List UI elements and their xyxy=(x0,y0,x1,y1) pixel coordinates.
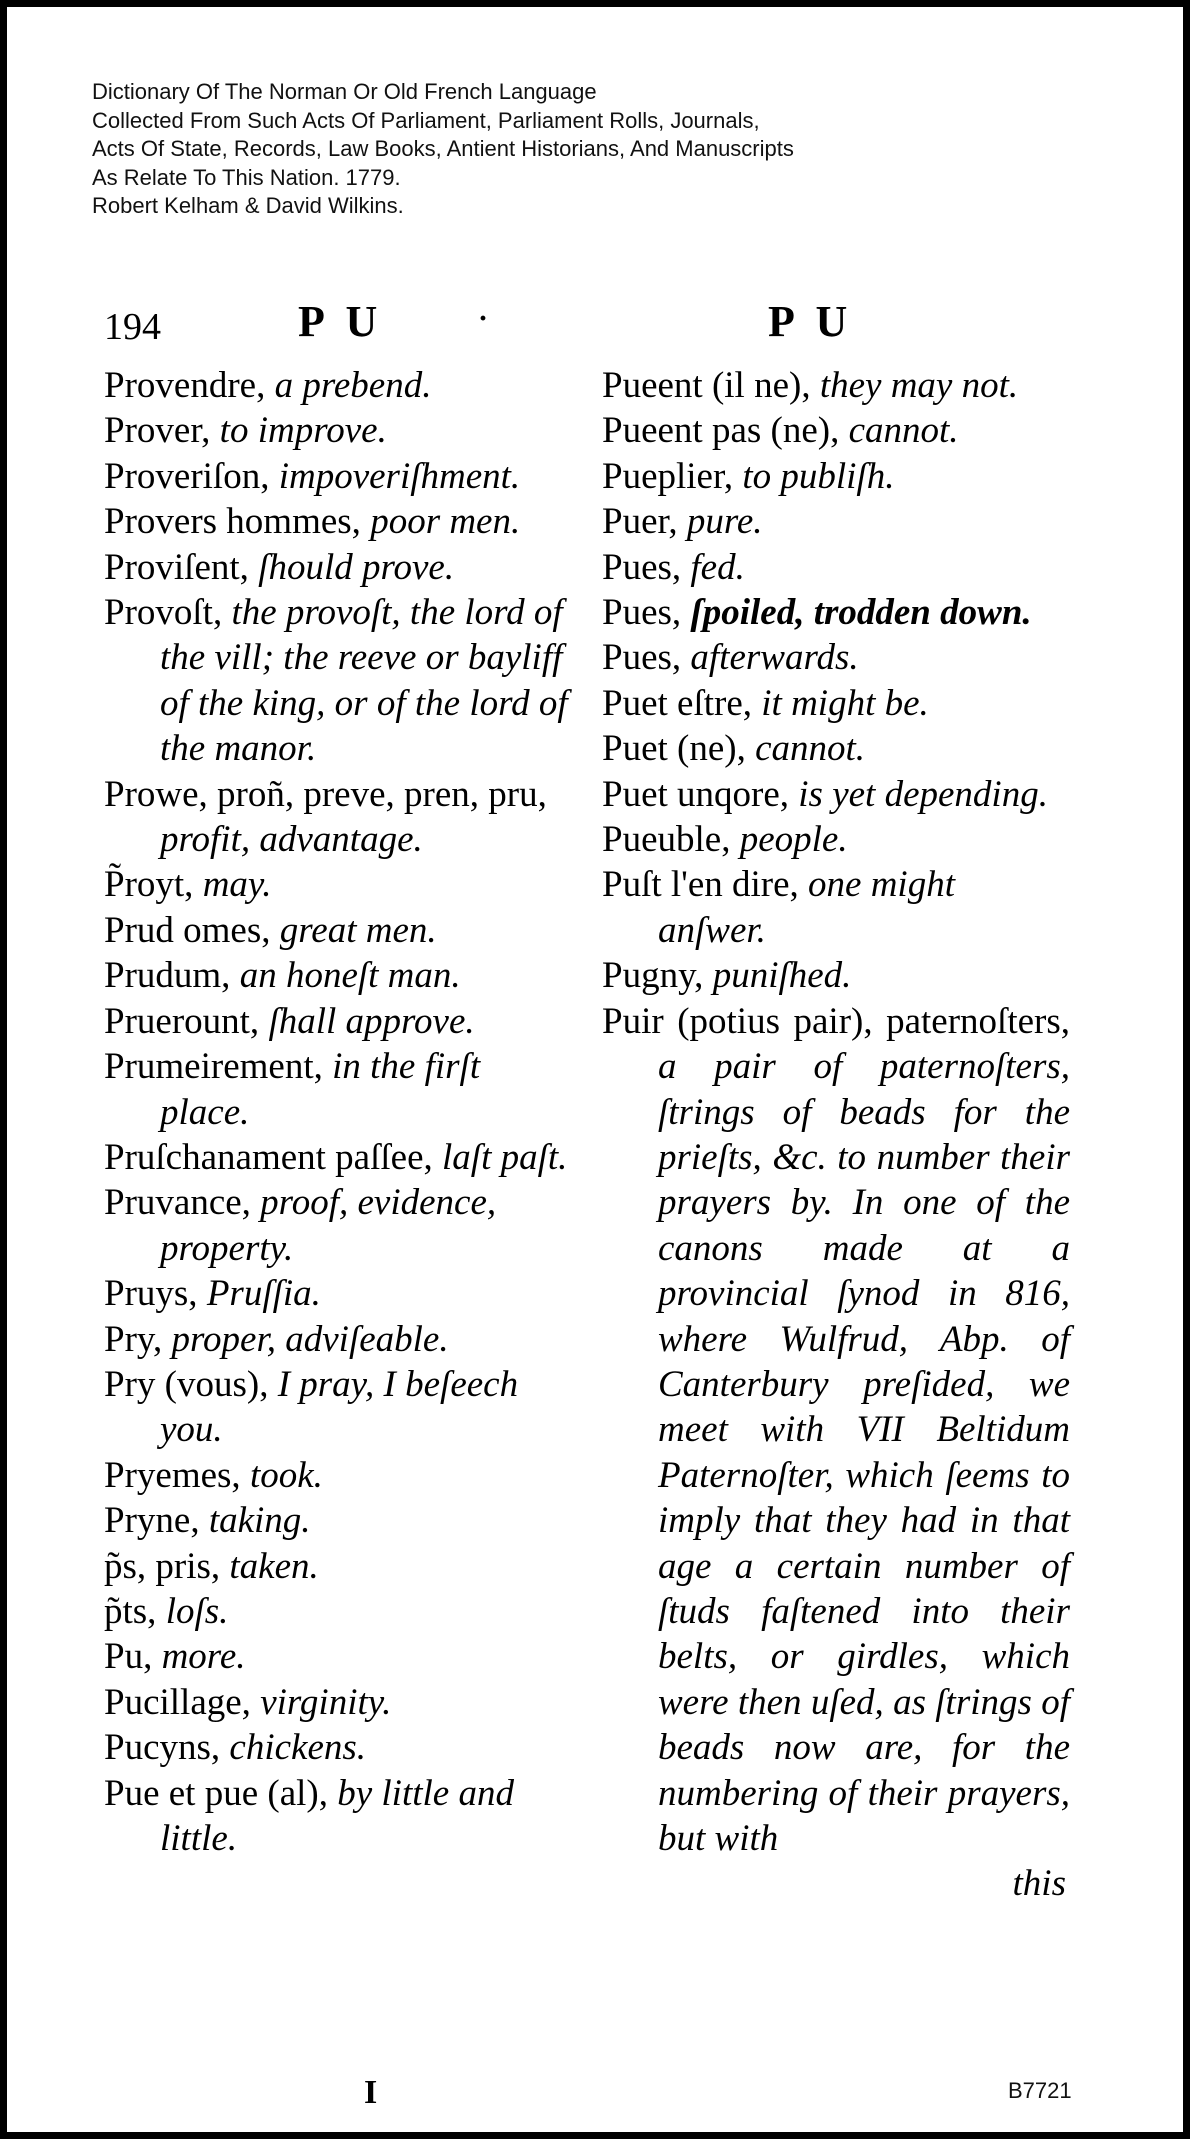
dictionary-entry xyxy=(602,817,1070,862)
definition: virginity. xyxy=(260,1681,392,1723)
dictionary-entry xyxy=(104,1317,572,1362)
dictionary-entry xyxy=(602,545,1070,590)
headword: Pueent pas (ne), xyxy=(602,410,849,452)
definition: ſhall approve. xyxy=(268,1000,475,1042)
dictionary-entry xyxy=(104,1725,572,1770)
headword: Pu, xyxy=(104,1636,162,1678)
definition: cannot. xyxy=(755,728,866,770)
headword: Provoſt, xyxy=(104,592,232,634)
dictionary-entry xyxy=(602,953,1070,998)
headword: Pruvance, xyxy=(104,1182,261,1224)
headword: Pruſchanament paſſee, xyxy=(104,1136,443,1178)
definition: proof, evidence, property. xyxy=(160,1182,497,1269)
headword: Puir (potius pair), paternoſters, xyxy=(602,1000,1070,1042)
dictionary-entry xyxy=(602,590,1070,635)
running-head-ornament: · xyxy=(478,302,489,335)
headword: Proviſent, xyxy=(104,546,259,588)
headword: Provers hommes, xyxy=(104,501,371,543)
headword: Prowe, proñ, preve, pren, pru, xyxy=(104,773,547,815)
definition: ſhould prove. xyxy=(258,546,455,588)
dictionary-entry xyxy=(104,1771,572,1862)
left-column xyxy=(104,363,572,1861)
header-subtitle-2: Acts Of State, Records, Law Books, Antient Historians, And Manuscripts xyxy=(92,136,794,161)
dictionary-entry xyxy=(602,454,1070,499)
definition: a prebend. xyxy=(274,365,432,406)
headword: Puet (ne), xyxy=(602,728,756,770)
dictionary-entry xyxy=(104,1271,572,1316)
dictionary-entry xyxy=(104,1362,572,1453)
headword: Pugny, xyxy=(602,955,713,997)
definition: poor men. xyxy=(370,501,521,543)
definition: to improve. xyxy=(219,410,387,452)
dictionary-entry xyxy=(104,1135,572,1180)
dictionary-entry xyxy=(104,454,572,499)
definition: profit, advantage. xyxy=(160,819,423,861)
dictionary-entry xyxy=(104,953,572,998)
definition: the provoſt, the lord of the vill; the reeve or bayliff of the king, or of the lord of the manor. xyxy=(160,592,568,770)
dictionary-entry xyxy=(104,1680,572,1725)
headword: Prudum, xyxy=(104,955,240,997)
headword: Pruerount, xyxy=(104,1000,269,1042)
header-subtitle-3: As Relate To This Nation. 1779. xyxy=(92,164,401,190)
definition: loſs. xyxy=(165,1590,229,1632)
right-column xyxy=(602,363,1070,1907)
headword: Provendre, xyxy=(104,365,275,406)
headword: Prud omes, xyxy=(104,909,280,951)
definition: they may not. xyxy=(819,365,1019,406)
headword: Pues, xyxy=(602,592,691,634)
definition: a pair of paternoſters, ſtrings of beads for the prieſts, &c. to number their prayers by. In one of the canons made at a provincial ſynod in 816, where Wulfrud, Abp. of Canterbury preſided, we meet with VII Beltidum Paternoſter, which ſeems to imply that they had in that age a certain number of ſtuds faſtened into their belts, or girdles, which were then uſed, as ſtrings of beads now are, for the numbering of their prayers, but with xyxy=(658,1046,1070,1859)
headword: Pryne, xyxy=(104,1500,209,1542)
definition: puniſhed. xyxy=(712,955,852,997)
headword: p̃ts, xyxy=(104,1590,166,1632)
definition: by little and little. xyxy=(160,1772,514,1859)
headword: Pry, xyxy=(104,1318,172,1360)
definition: an honeſt man. xyxy=(239,955,461,997)
definition: proper, adviſeable. xyxy=(171,1318,449,1360)
definition: taken. xyxy=(229,1545,319,1587)
dictionary-entry xyxy=(104,1544,572,1589)
definition: chickens. xyxy=(229,1727,367,1769)
document-header xyxy=(92,78,794,221)
definition: taking. xyxy=(208,1500,311,1542)
definition: in the firſt place. xyxy=(160,1046,481,1133)
header-authors: Robert Kelham & David Wilkins. xyxy=(92,193,404,218)
definition: took. xyxy=(249,1454,323,1496)
definition: great men. xyxy=(279,909,437,951)
definition: people. xyxy=(739,819,848,861)
definition: I pray, I beſeech you. xyxy=(160,1363,519,1451)
dictionary-entry xyxy=(104,1498,572,1543)
definition: laſt paſt. xyxy=(442,1136,568,1178)
dictionary-entry xyxy=(602,681,1070,726)
definition: cannot. xyxy=(848,410,959,452)
definition: one might anſwer. xyxy=(658,864,955,951)
headword: P̃royt, xyxy=(104,864,203,906)
headword: Puet unqore, xyxy=(602,773,799,815)
running-head-left: P U xyxy=(298,297,384,346)
dictionary-entry xyxy=(104,908,572,953)
definition: more. xyxy=(161,1636,246,1678)
dictionary-entry xyxy=(602,726,1070,771)
dictionary-entry xyxy=(104,1180,572,1271)
reference-code: B7721 xyxy=(1008,2078,1072,2103)
dictionary-entry xyxy=(104,363,572,408)
definition: ſpoiled, trodden down. xyxy=(690,592,1032,634)
dictionary-entry xyxy=(602,862,1070,953)
dictionary-entry xyxy=(602,499,1070,544)
headword: Pueplier, xyxy=(602,455,743,497)
headword: Pues, xyxy=(602,637,691,679)
dictionary-entry xyxy=(104,545,572,590)
definition: may. xyxy=(202,864,272,906)
dictionary-entry xyxy=(104,1453,572,1498)
dictionary-entry xyxy=(602,999,1070,1862)
headword: Pueent (il ne), xyxy=(602,365,820,406)
header-subtitle-1: Collected From Such Acts Of Parliament, Parliament Rolls, Journals, xyxy=(92,107,760,133)
header-title: Dictionary Of The Norman Or Old French Language xyxy=(92,79,597,104)
definition: afterwards. xyxy=(690,637,859,679)
running-head-right: P U xyxy=(768,297,854,346)
dictionary-entry xyxy=(104,1044,572,1135)
dictionary-entry xyxy=(602,408,1070,453)
definition: to publiſh. xyxy=(742,455,895,497)
dictionary-entry xyxy=(104,862,572,907)
headword: Puet eſtre, xyxy=(602,682,762,724)
headword: Pucillage, xyxy=(104,1681,261,1723)
headword: Proveriſon, xyxy=(104,455,279,497)
page-number: 194 xyxy=(104,306,161,348)
headword: Pueuble, xyxy=(602,819,740,861)
dictionary-entry xyxy=(104,1634,572,1679)
definition: fed. xyxy=(690,546,745,588)
headword: Pue et pue (al), xyxy=(104,1772,338,1814)
headword: Pues, xyxy=(602,546,691,588)
dictionary-entry xyxy=(104,1589,572,1634)
definition: is yet depending. xyxy=(798,773,1048,815)
definition: it might be. xyxy=(761,682,929,724)
dictionary-entry xyxy=(602,363,1070,408)
dictionary-entry xyxy=(104,772,572,863)
headword: Pry (vous), xyxy=(104,1363,278,1405)
dictionary-entry xyxy=(104,408,572,453)
headword: Pryemes, xyxy=(104,1454,250,1496)
catchword xyxy=(602,1861,1070,1906)
headword: Prover, xyxy=(104,410,220,452)
headword: Pruys, xyxy=(104,1273,207,1315)
dictionary-entry xyxy=(104,499,572,544)
definition: pure. xyxy=(686,501,763,543)
definition: Pruſſia. xyxy=(206,1273,321,1315)
definition: impoveriſhment. xyxy=(278,455,521,497)
dictionary-entry xyxy=(104,999,572,1044)
headword: Prumeirement, xyxy=(104,1046,333,1088)
dictionary-entry xyxy=(602,635,1070,680)
headword: Pucyns, xyxy=(104,1727,230,1769)
headword: Puſt l'en dire, xyxy=(602,864,809,906)
signature-mark: I xyxy=(364,2074,378,2111)
headword: Puer, xyxy=(602,501,687,543)
headword: p̃s, pris, xyxy=(104,1545,230,1587)
dictionary-entry xyxy=(602,772,1070,817)
dictionary-entry xyxy=(104,590,572,772)
continuation-word: this xyxy=(1012,1863,1066,1905)
